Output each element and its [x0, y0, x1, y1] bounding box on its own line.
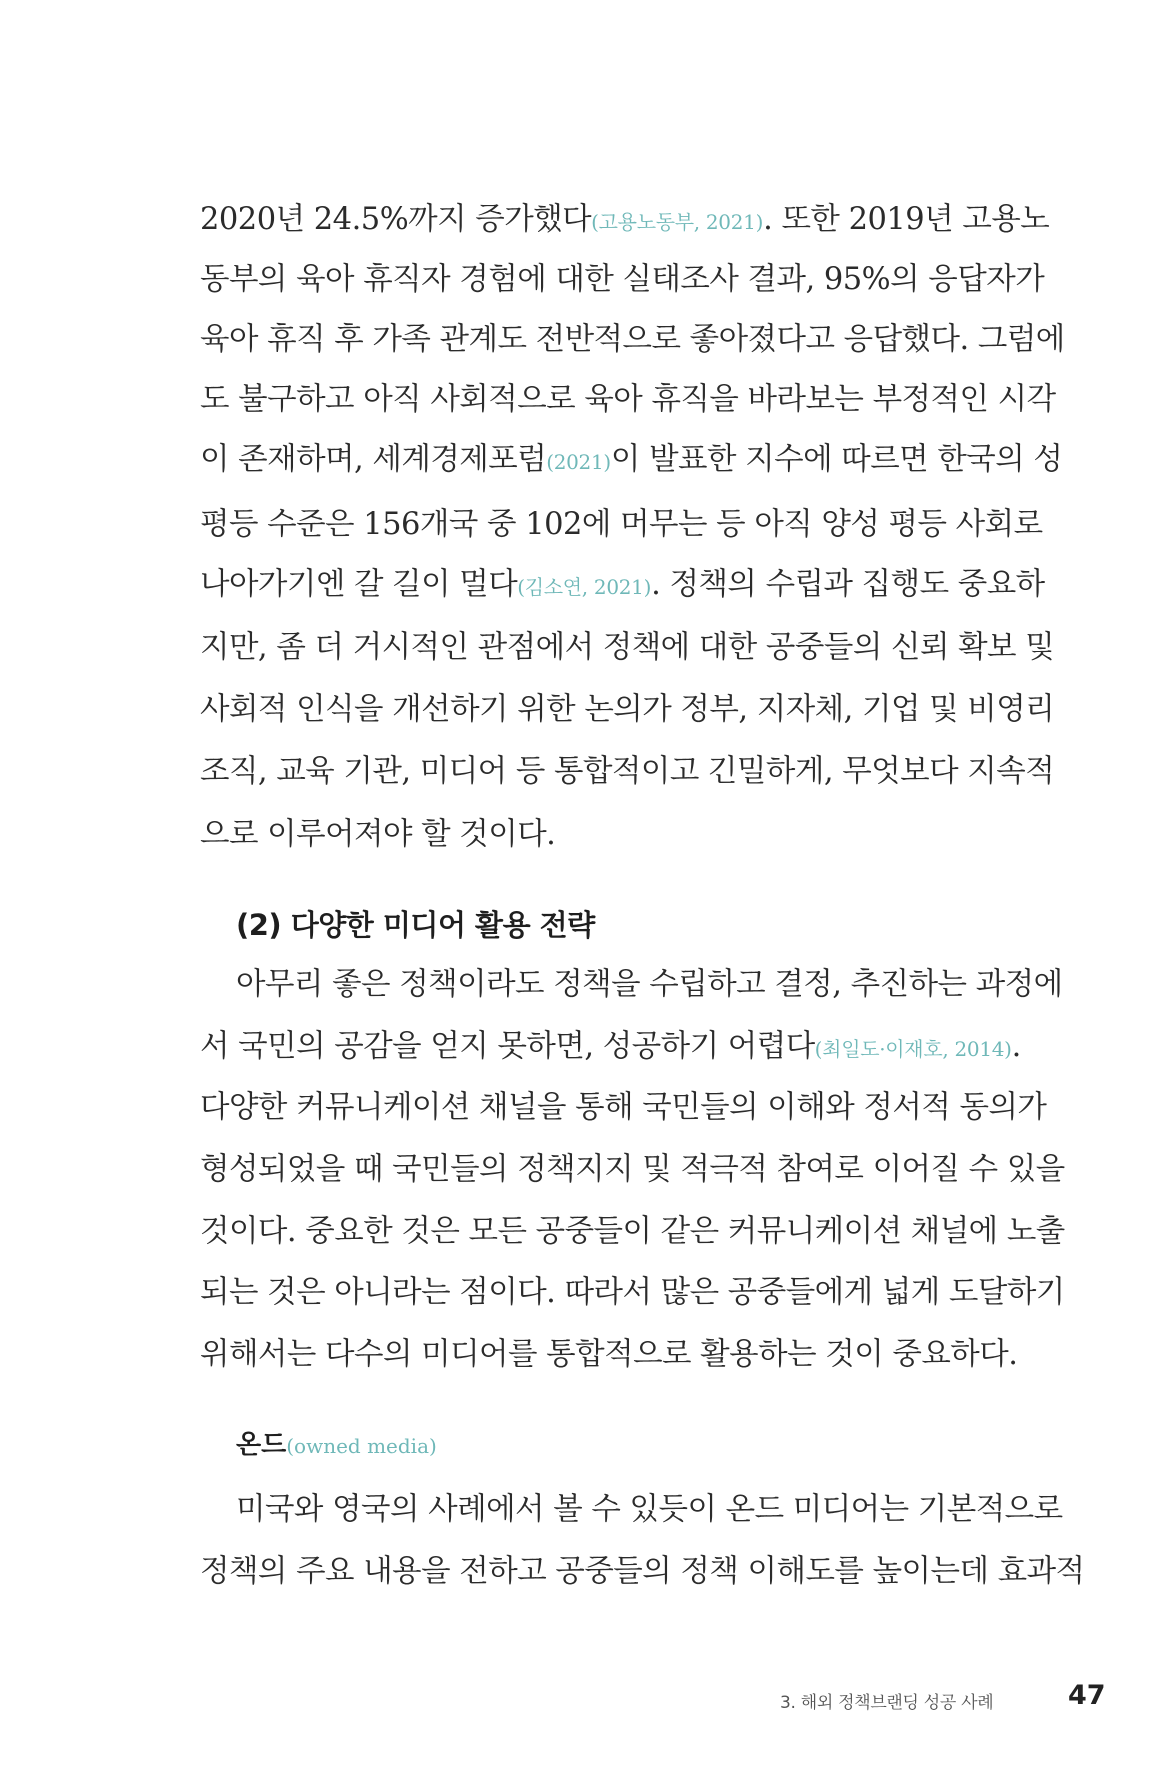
body-text-line: 으로 이루어져야 할 것이다.: [200, 817, 556, 852]
body-text-line: 위해서는 다수의 미디어를 통합적으로 활용하는 것이 중요하다.: [200, 1337, 1018, 1372]
body-text-line: 형성되었을 때 국민들의 정책지지 및 적극적 참여로 이어질 수 있을: [200, 1152, 1065, 1187]
body-text-line: 아무리 좋은 정책이라도 정책을 수립하고 결정, 추진하는 과정에: [236, 967, 1063, 1002]
body-text-line: 되는 것은 아니라는 점이다. 따라서 많은 공중들에게 넓게 도달하기: [200, 1275, 1065, 1310]
body-text-line: 서 국민의 공감을 얻지 못하면, 성공하기 어렵다(최일도·이재호, 2014).: [200, 1029, 1021, 1064]
subsection-heading-en: (owned media): [286, 1434, 437, 1458]
body-text-line: 육아 휴직 후 가족 관계도 전반적으로 좋아졌다고 응답했다. 그럼에: [200, 322, 1065, 357]
body-text-line: 것이다. 중요한 것은 모든 공중들이 같은 커뮤니케이션 채널에 노출: [200, 1214, 1065, 1249]
body-text-line: 2020년 24.5%까지 증가했다(고용노동부, 2021). 또한 2019년 고용노: [200, 202, 1050, 237]
body-text-line: 미국와 영국의 사례에서 볼 수 있듯이 온드 미디어는 기본적으로: [236, 1492, 1063, 1527]
subsection-heading: [236, 1425, 437, 1466]
section-heading: (2) 다양한 미디어 활용 전략: [236, 908, 595, 942]
body-text-line: 평등 수준은 156개국 중 102에 머무는 등 아직 양성 평등 사회로: [200, 507, 1043, 542]
body-text-line: 이 존재하며, 세계경제포럼(2021)이 발표한 지수에 따르면 한국의 성: [200, 442, 1063, 477]
page-number: 47: [1068, 1680, 1106, 1711]
body-text-line: 다양한 커뮤니케이션 채널을 통해 국민들의 이해와 정서적 동의가: [200, 1090, 1047, 1125]
subsection-heading-ko: 온드: [236, 1430, 287, 1460]
body-text-line: 나아가기엔 갈 길이 멀다(김소연, 2021). 정책의 수립과 집행도 중요하: [200, 567, 1045, 602]
citation: (김소연, 2021): [517, 575, 652, 599]
citation: (2021): [546, 450, 611, 474]
footer-chapter-title: 3. 해외 정책브랜딩 성공 사례: [780, 1693, 994, 1713]
body-text-line: 동부의 육아 휴직자 경험에 대한 실태조사 결과, 95%의 응답자가: [200, 262, 1045, 297]
body-text-line: 지만, 좀 더 거시적인 관점에서 정책에 대한 공중들의 신뢰 확보 및: [200, 630, 1055, 665]
citation: (고용노동부, 2021): [591, 210, 764, 234]
body-text-line: 사회적 인식을 개선하기 위한 논의가 정부, 지자체, 기업 및 비영리: [200, 692, 1055, 727]
body-text-line: 도 불구하고 아직 사회적으로 육아 휴직을 바라보는 부정적인 시각: [200, 382, 1056, 417]
body-text-line: 정책의 주요 내용을 전하고 공중들의 정책 이해도를 높이는데 효과적: [200, 1554, 1085, 1589]
citation: (최일도·이재호, 2014): [814, 1037, 1012, 1061]
body-text-line: 조직, 교육 기관, 미디어 등 통합적이고 긴밀하게, 무엇보다 지속적: [200, 754, 1055, 789]
